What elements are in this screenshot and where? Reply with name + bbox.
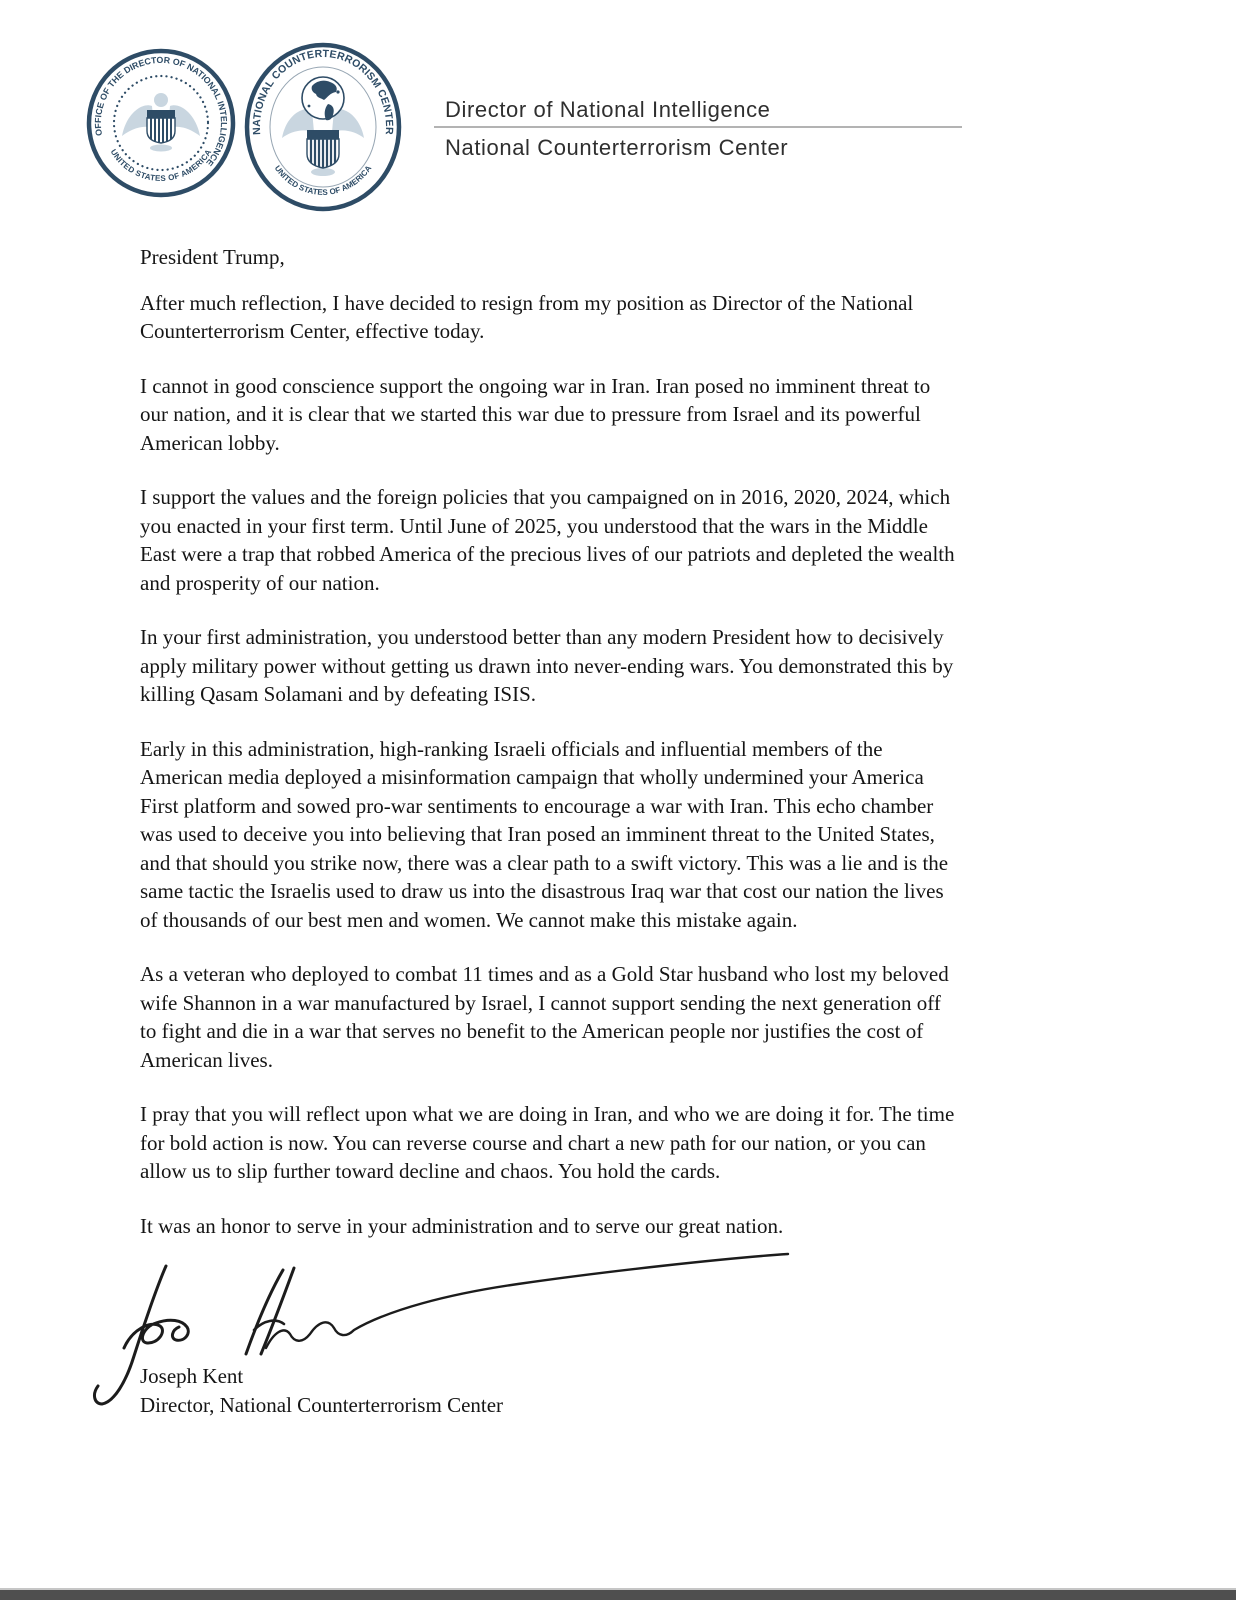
text-line: our nation, and it is clear that we started this war due to pressure from Israel and its powerful bbox=[140, 402, 921, 426]
text-line: was used to deceive you into believing that Iran posed an imminent threat to the United States, bbox=[140, 822, 935, 846]
letterhead-org-line2: National Counterterrorism Center bbox=[445, 135, 789, 160]
text-line: to fight and die in a war that serves no benefit to the American people nor justifies the cost of bbox=[140, 1019, 924, 1043]
text-line: killing Qasam Solamani and by defeating ISIS. bbox=[140, 682, 537, 706]
text-line: I pray that you will reflect upon what we are doing in Iran, and who we are doing it for. The time bbox=[140, 1102, 955, 1126]
text-line: As a veteran who deployed to combat 11 times and as a Gold Star husband who lost my beloved bbox=[140, 962, 949, 986]
signer-name: Joseph Kent bbox=[140, 1364, 244, 1388]
paragraph bbox=[140, 623, 1120, 709]
text-line: and prosperity of our nation. bbox=[140, 570, 380, 595]
paragraph bbox=[140, 289, 1120, 346]
text-line: Counterterrorism Center, effective today. bbox=[140, 319, 485, 343]
letterhead-divider bbox=[434, 126, 962, 128]
text-line: President Trump, bbox=[140, 245, 285, 269]
text-line: same tactic the Israelis used to draw us into the disastrous Iraq war that cost our nation the lives bbox=[140, 879, 944, 903]
paragraph bbox=[140, 243, 1120, 272]
nctc-seal-bottom-text: UNITED STATES OF AMERICA bbox=[272, 163, 374, 197]
text-line: American media deployed a misinformation campaign that wholly undermined your America bbox=[140, 765, 924, 789]
letter-body bbox=[140, 243, 1120, 1266]
text-line: Early in this administration, high-ranking Israeli officials and influential members of the bbox=[140, 736, 883, 761]
text-line: It was an honor to serve in your administration and to serve our great nation. bbox=[140, 1213, 784, 1238]
nctc-seal bbox=[242, 40, 404, 214]
paragraph bbox=[140, 960, 1120, 1074]
text-line: American lives. bbox=[140, 1047, 273, 1072]
odni-seal-top-text: OFFICE OF THE DIRECTOR OF NATIONAL INTELLIGENCE bbox=[92, 54, 229, 168]
text-line: I support the values and the foreign policies that you campaigned on in 2016, 2020, 2024, which bbox=[140, 485, 951, 509]
nctc-globe bbox=[302, 77, 344, 120]
odni-seal-bottom-text: UNITED STATES OF AMERICA bbox=[108, 147, 214, 184]
text-line: for bold action is now. You can reverse course and chart a new path for our nation, or you can bbox=[140, 1130, 926, 1155]
paragraph bbox=[140, 1100, 1120, 1186]
text-line: I cannot in good conscience support the ongoing war in Iran. Iran posed no imminent threat to bbox=[140, 373, 931, 398]
text-line: wife Shannon in a war manufactured by Israel, I cannot support sending the next generation off bbox=[140, 990, 941, 1015]
text-line: After much reflection, I have decided to resign from my position as Director of the National bbox=[140, 290, 914, 315]
text-line: In your first administration, you understood better than any modern President how to decisively bbox=[140, 625, 944, 649]
paragraph bbox=[140, 483, 1120, 597]
signer-title: Director, National Counterterrorism Center bbox=[140, 1393, 504, 1417]
paragraph bbox=[140, 735, 1120, 935]
letterhead-org-block bbox=[434, 97, 962, 161]
text-line: and that should you strike now, there was a clear path to a swift victory. This was a lie and is the bbox=[140, 850, 949, 875]
paragraph bbox=[140, 372, 1120, 458]
text-line: apply military power without getting us drawn into never-ending wars. You demonstrated this by bbox=[140, 653, 954, 678]
odni-seal bbox=[84, 44, 238, 202]
nctc-seal-top-text: NATIONAL COUNTERTERRORISM CENTER bbox=[250, 47, 396, 136]
text-line: you enacted in your first term. Until June of 2025, you understood that the wars in the Middle bbox=[140, 513, 928, 538]
text-line: American lobby. bbox=[140, 430, 280, 455]
text-line: East were a trap that robbed America of the precious lives of our patriots and depleted the wealth bbox=[140, 542, 955, 566]
scan-edge-artifact bbox=[0, 1588, 1236, 1600]
letterhead-org-line1: Director of National Intelligence bbox=[445, 97, 771, 122]
signer-block bbox=[140, 1362, 503, 1420]
text-line: of thousands of our best men and women. We cannot make this mistake again. bbox=[140, 907, 798, 932]
text-line: First platform and sowed pro-war sentiments to encourage a war with Iran. This echo chamber bbox=[140, 793, 934, 818]
text-line: allow us to slip further toward decline and chaos. You hold the cards. bbox=[140, 1159, 721, 1183]
